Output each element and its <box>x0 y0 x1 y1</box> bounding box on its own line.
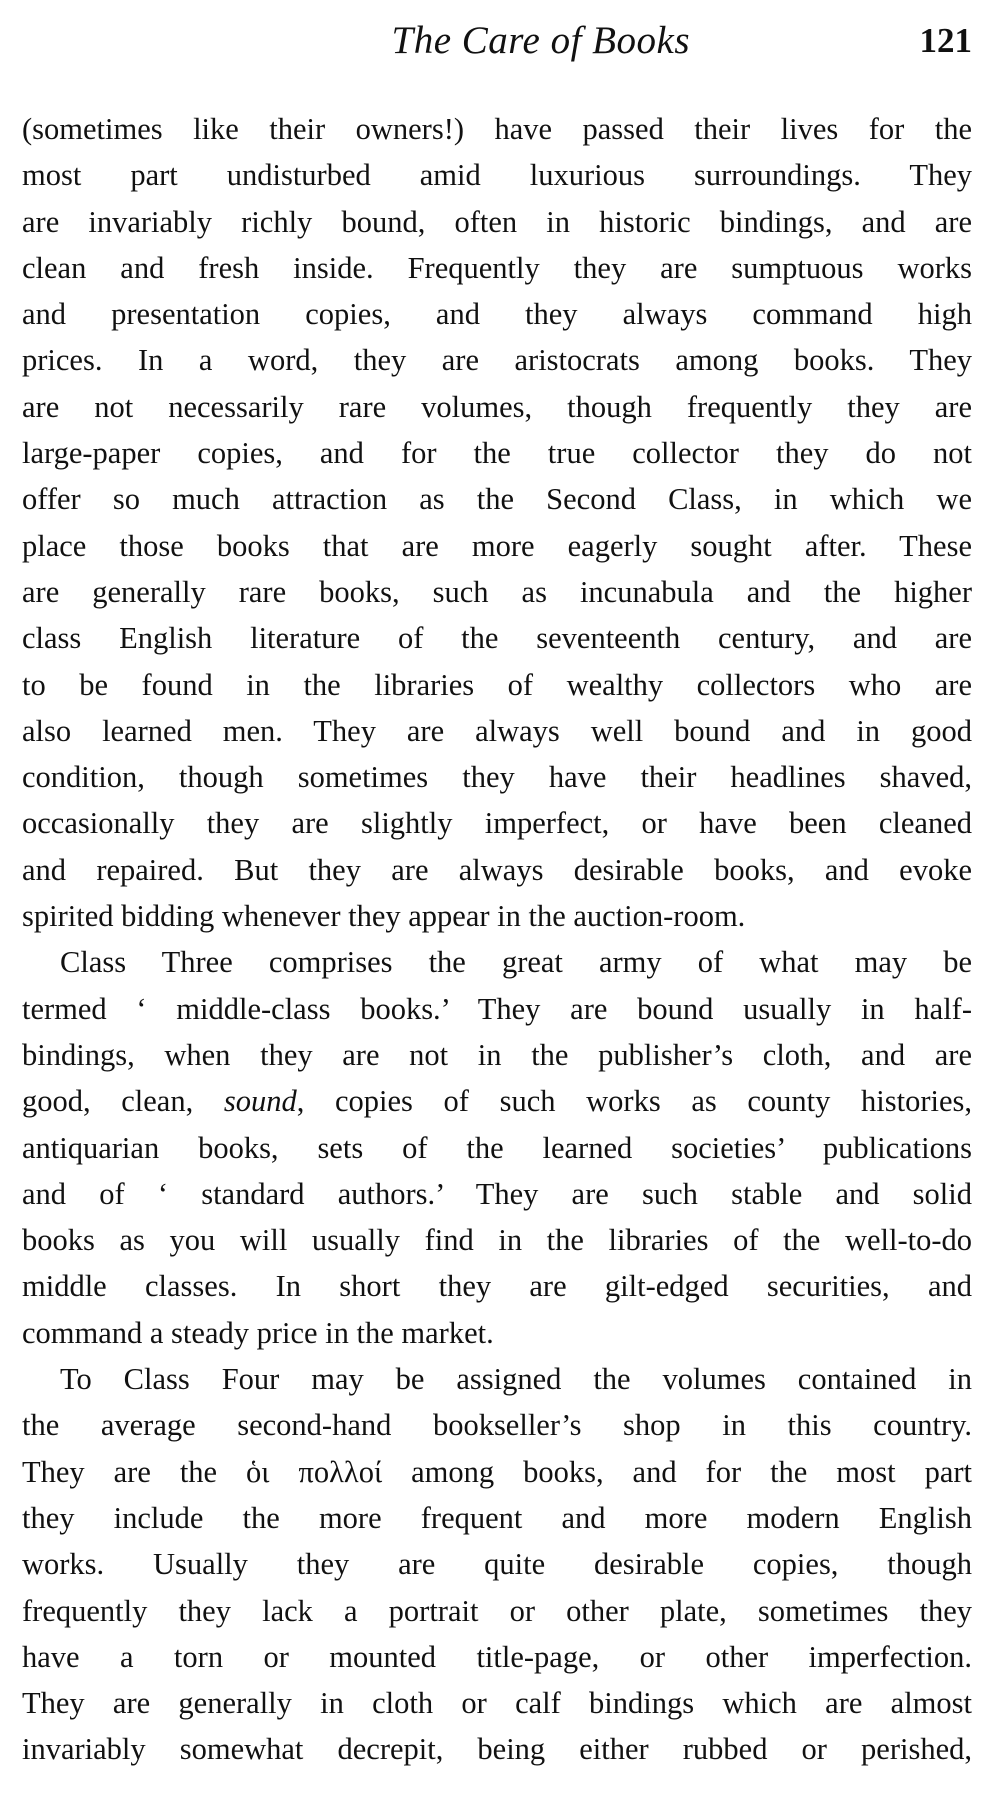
page-number: 121 <box>919 21 972 60</box>
paragraph-class-four <box>22 1356 972 1773</box>
text-line: are not necessarily rare volumes, though frequently they are <box>22 389 972 424</box>
running-title: The Care of Books <box>391 19 690 62</box>
text-line: are invariably richly bound, often in historic bindings, and are <box>22 204 972 239</box>
italic-word-sound: sound <box>223 1084 297 1119</box>
text-line: spirited bidding whenever they appear in the auction-room. <box>22 899 746 934</box>
text-line: they include the more frequent and more modern English <box>22 1500 972 1535</box>
paragraph-class-three <box>22 939 972 1356</box>
text-line: command a steady price in the market. <box>22 1315 494 1350</box>
text-line: class English literature of the seventeenth century, and are <box>22 621 972 656</box>
paragraph-first-class <box>22 106 972 939</box>
text-line: and presentation copies, and they always command high <box>22 297 972 332</box>
text-line: (sometimes like their owners!) have passed their lives for the <box>22 112 972 146</box>
text-line: large-paper copies, and for the true collector they do not <box>22 436 972 471</box>
text-line: and of ‘ standard authors.’ They are such stable and solid <box>22 1176 972 1211</box>
text-line: are generally rare books, such as incunabula and the higher <box>22 574 972 609</box>
text-line: antiquarian books, sets of the learned societies’ publications <box>22 1130 972 1165</box>
text-line: offer so much attraction as the Second Class, in which we <box>22 482 972 517</box>
text-line: also learned men. They are always well bound and in good <box>22 713 972 748</box>
text-line: invariably somewhat decrepit, being either rubbed or perished, <box>22 1732 972 1767</box>
text-line: have a torn or mounted title-page, or other imperfection. <box>22 1639 972 1674</box>
text-line: to be found in the libraries of wealthy collectors who are <box>22 667 972 702</box>
text-line: bindings, when they are not in the publisher’s cloth, and are <box>22 1037 972 1072</box>
text-line-with-italic <box>22 1078 972 1124</box>
text-line: occasionally they are slightly imperfect, or have been cleaned <box>22 806 972 841</box>
text-line: middle classes. In short they are gilt-edged securities, and <box>22 1269 972 1304</box>
text-line: termed ‘ middle-class books.’ They are bound usually in half- <box>22 991 972 1026</box>
running-head <box>22 16 972 66</box>
text-line: frequently they lack a portrait or other plate, sometimes they <box>22 1593 972 1628</box>
text-line: works. Usually they are quite desirable copies, though <box>22 1547 972 1582</box>
text-line: Class Three comprises the great army of what may be <box>60 945 972 980</box>
text-line: They are the ὁι πολλοί among books, and for the most part <box>22 1454 972 1489</box>
text-line: clean and fresh inside. Frequently they are sumptuous works <box>22 250 972 285</box>
text-line: books as you will usually find in the libraries of the well-to-do <box>22 1223 972 1258</box>
text-line: They are generally in cloth or calf bindings which are almost <box>22 1686 972 1721</box>
text-line: and repaired. But they are always desirable books, and evoke <box>22 852 972 887</box>
text-line: To Class Four may be assigned the volumes contained in <box>60 1362 972 1397</box>
text-line: the average second-hand bookseller’s shop in this country. <box>22 1408 972 1443</box>
text-line: condition, though sometimes they have their headlines shaved, <box>22 760 972 795</box>
body-text <box>22 106 972 1773</box>
text-line: prices. In a word, they are aristocrats among books. They <box>22 343 972 378</box>
text-segment: good, clean, <box>22 1084 224 1119</box>
text-segment: , copies of such works as county histories, <box>296 1084 972 1119</box>
text-line: place those books that are more eagerly sought after. These <box>22 528 972 563</box>
text-line: most part undisturbed amid luxurious surroundings. They <box>22 158 972 193</box>
